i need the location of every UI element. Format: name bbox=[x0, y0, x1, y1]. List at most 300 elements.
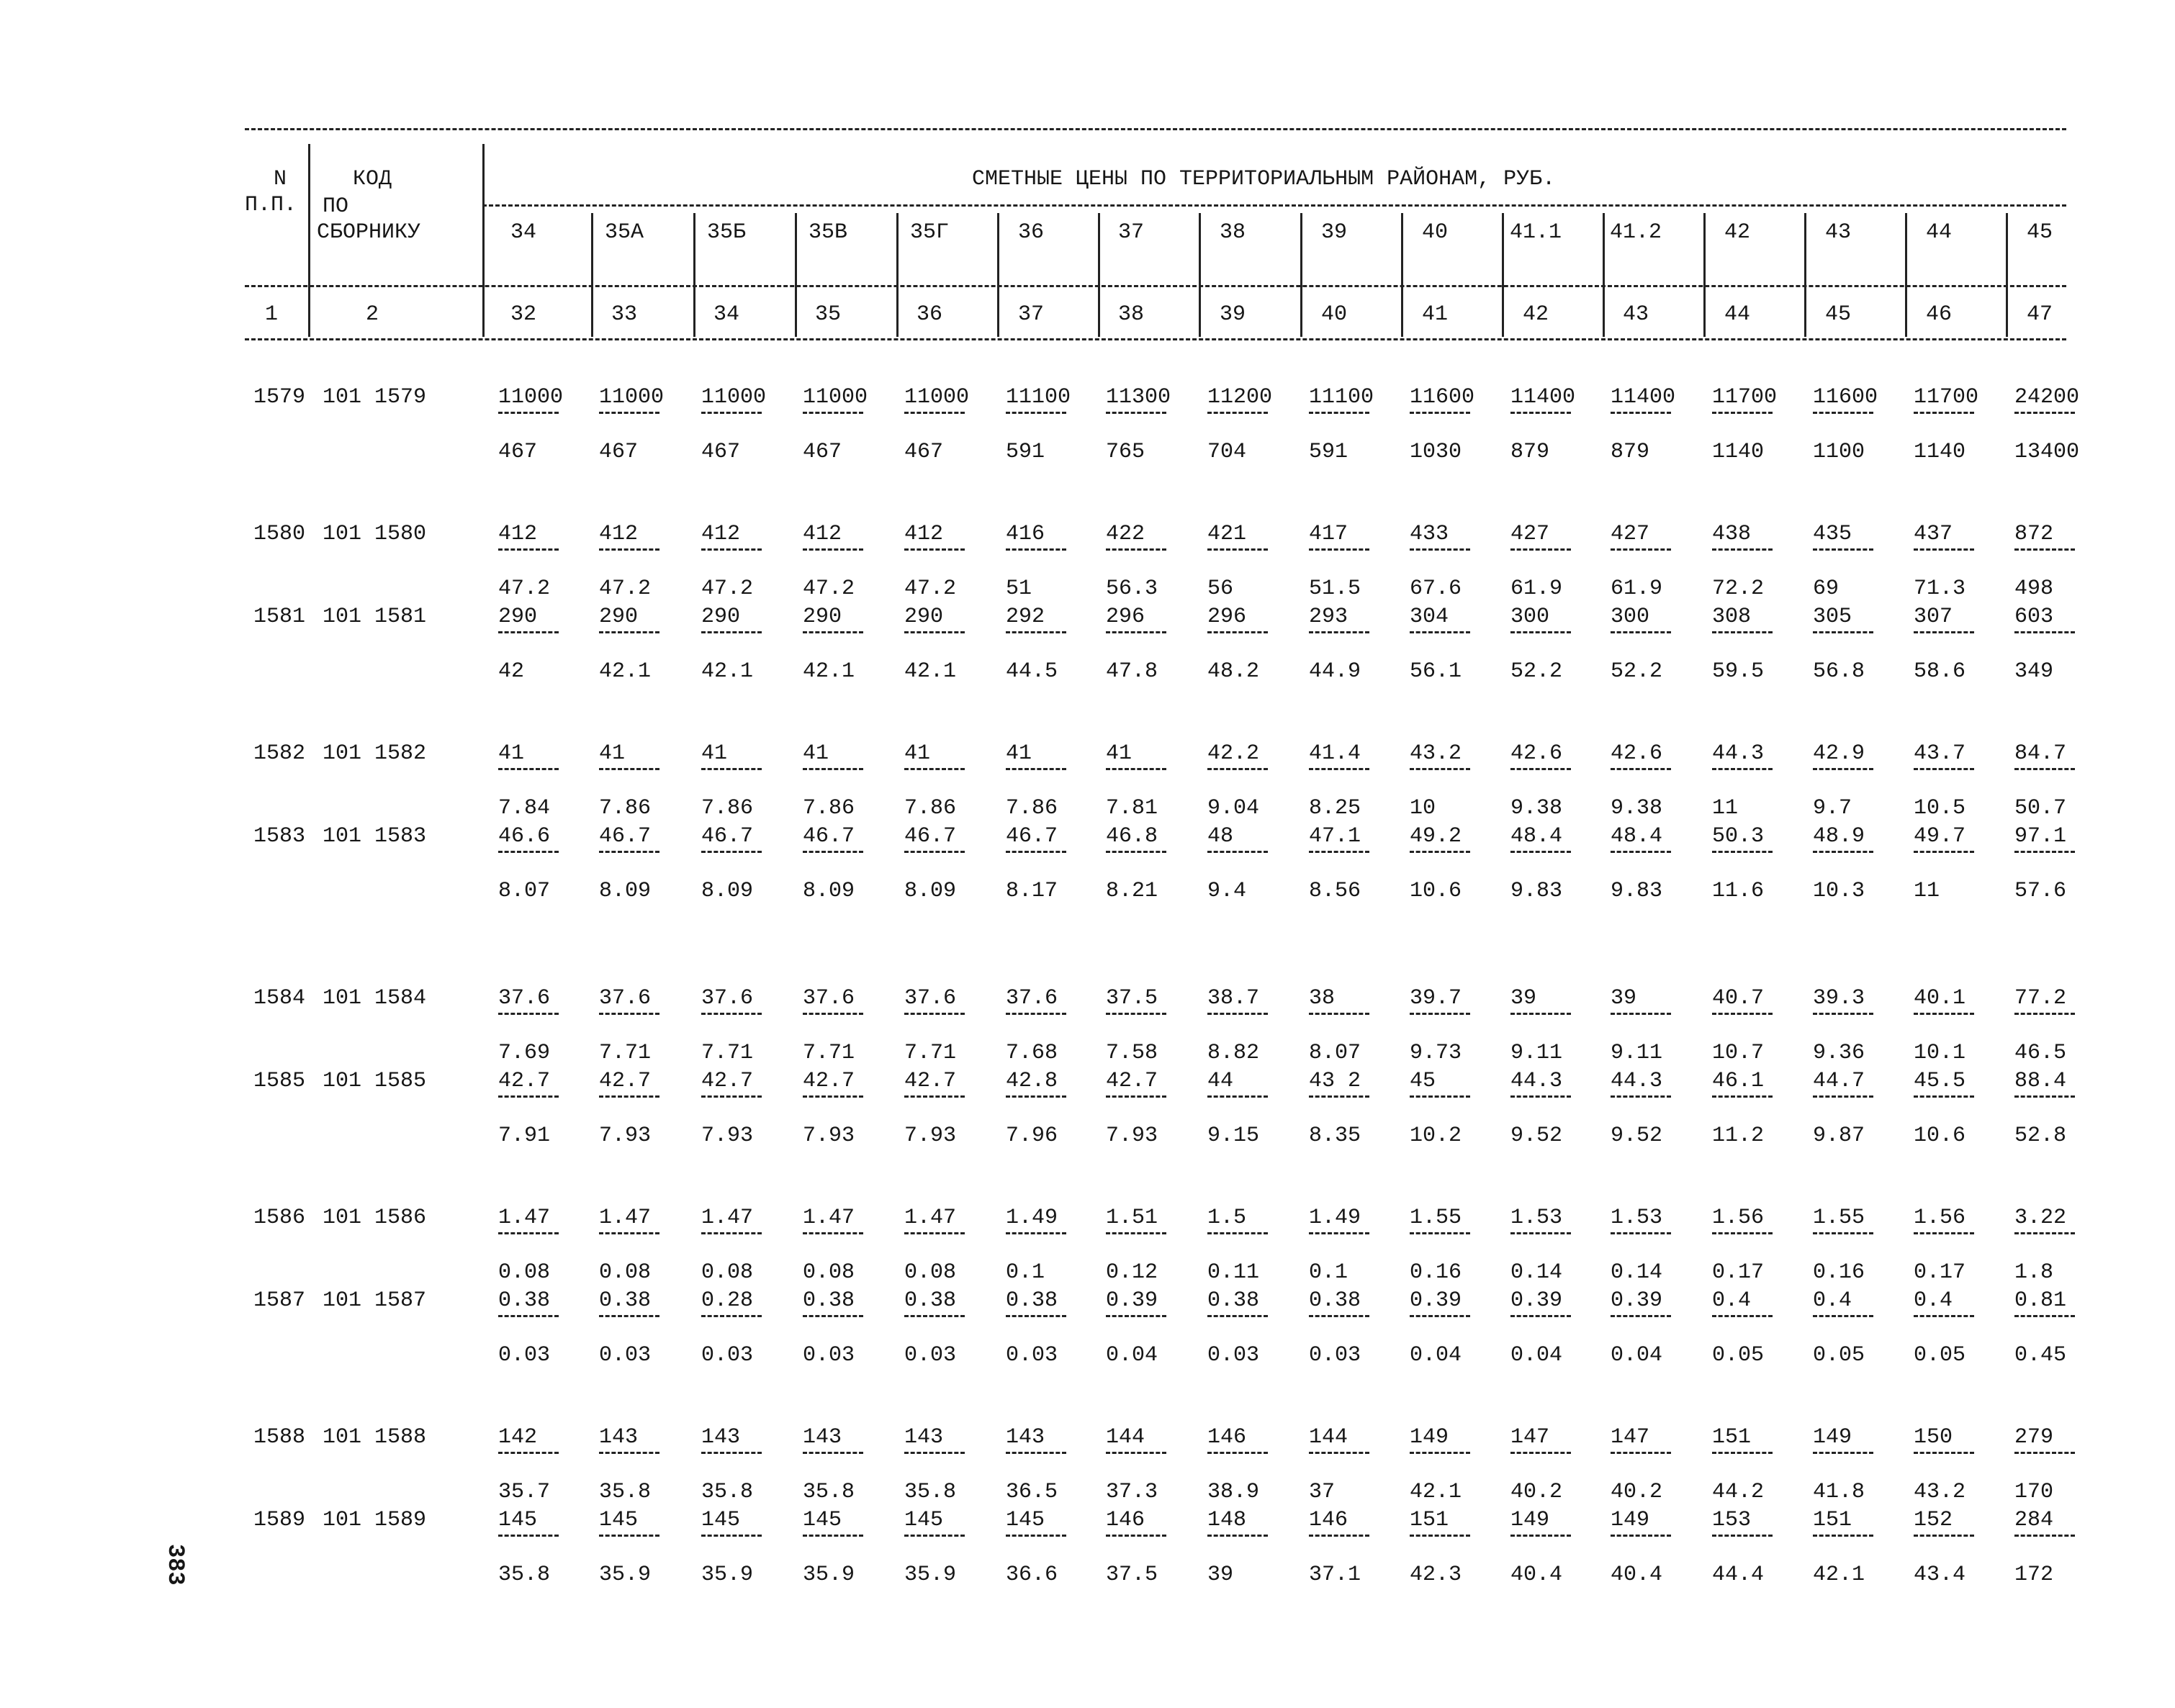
price-value: 1.47 bbox=[599, 1206, 652, 1230]
price-cell bbox=[1410, 1288, 1496, 1368]
price-subvalue: 10.6 bbox=[1914, 1124, 1966, 1148]
price-cell bbox=[701, 986, 788, 1065]
price-subvalue: 591 bbox=[1309, 440, 1348, 464]
price-cell bbox=[1106, 1288, 1192, 1368]
price-cell bbox=[1410, 1508, 1496, 1587]
price-subvalue: 10 bbox=[1410, 796, 1436, 821]
price-value: 433 bbox=[1410, 522, 1449, 546]
price-cell bbox=[904, 522, 991, 601]
price-cell bbox=[1914, 1508, 2000, 1587]
fraction-bar bbox=[1006, 548, 1066, 551]
header-kod-2: ПО bbox=[323, 194, 349, 219]
price-cell bbox=[1813, 522, 1899, 601]
fraction-bar bbox=[1006, 1232, 1066, 1234]
fraction-bar bbox=[498, 1535, 559, 1537]
fraction-bar bbox=[1510, 1095, 1571, 1098]
fraction-bar bbox=[1611, 768, 1671, 770]
price-cell bbox=[2014, 1206, 2101, 1285]
price-cell bbox=[803, 741, 889, 821]
fraction-bar bbox=[498, 1095, 559, 1098]
price-value: 42.9 bbox=[1813, 741, 1865, 766]
price-subvalue: 0.04 bbox=[1611, 1343, 1663, 1368]
header-kod-3: СБОРНИКУ bbox=[317, 220, 421, 245]
row-number: 1587 bbox=[253, 1288, 306, 1313]
price-value: 145 bbox=[904, 1508, 944, 1532]
fraction-bar bbox=[1309, 768, 1369, 770]
price-cell bbox=[803, 522, 889, 601]
rule-top bbox=[245, 128, 2066, 130]
price-value: 11300 bbox=[1106, 385, 1171, 410]
price-value: 40.7 bbox=[1712, 986, 1765, 1011]
divider-kod bbox=[482, 144, 485, 337]
price-cell bbox=[1510, 1508, 1597, 1587]
price-cell bbox=[1006, 1508, 1092, 1587]
price-cell bbox=[1712, 1425, 1798, 1504]
price-cell bbox=[701, 1206, 788, 1285]
fraction-bar bbox=[1410, 1535, 1470, 1537]
fraction-bar bbox=[1410, 631, 1470, 633]
price-cell bbox=[1813, 1508, 1899, 1587]
fraction-bar bbox=[701, 548, 762, 551]
row-number: 1579 bbox=[253, 385, 306, 410]
price-value: 42.7 bbox=[599, 1069, 652, 1093]
fraction-bar bbox=[1207, 1452, 1268, 1454]
price-cell bbox=[1813, 605, 1899, 684]
fraction-bar bbox=[1813, 851, 1873, 853]
price-cell bbox=[498, 1288, 585, 1368]
fraction-bar bbox=[701, 1535, 762, 1537]
fraction-bar bbox=[1813, 1452, 1873, 1454]
fraction-bar bbox=[498, 851, 559, 853]
price-value: 149 bbox=[1813, 1425, 1852, 1450]
price-cell bbox=[1207, 605, 1294, 684]
price-value: 872 bbox=[2014, 522, 2054, 546]
price-value: 41 bbox=[1106, 741, 1132, 766]
fraction-bar bbox=[1207, 851, 1268, 853]
price-value: 11000 bbox=[701, 385, 767, 410]
fraction-bar bbox=[1106, 1013, 1166, 1015]
price-value: 0.4 bbox=[1813, 1288, 1852, 1313]
fraction-bar bbox=[904, 1013, 965, 1015]
fraction-bar bbox=[1712, 1315, 1773, 1317]
header-colnum-kod: 2 bbox=[366, 302, 379, 327]
price-subvalue: 47.2 bbox=[498, 577, 551, 601]
price-subvalue: 47.2 bbox=[701, 577, 754, 601]
fraction-bar bbox=[803, 1452, 863, 1454]
price-cell bbox=[1006, 1069, 1092, 1148]
price-value: 144 bbox=[1309, 1425, 1348, 1450]
price-cell bbox=[701, 1069, 788, 1148]
price-subvalue: 35.8 bbox=[599, 1480, 652, 1504]
header-np-2: П.П. bbox=[245, 193, 297, 217]
price-value: 41 bbox=[803, 741, 829, 766]
fraction-bar bbox=[1510, 1535, 1571, 1537]
price-value: 46.1 bbox=[1712, 1069, 1765, 1093]
price-value: 38.7 bbox=[1207, 986, 1260, 1011]
price-subvalue: 0.1 bbox=[1006, 1260, 1045, 1285]
price-subvalue: 40.2 bbox=[1510, 1480, 1563, 1504]
price-value: 0.4 bbox=[1914, 1288, 1953, 1313]
region-header: 37 bbox=[1117, 220, 1144, 245]
price-cell bbox=[1510, 986, 1597, 1065]
price-value: 148 bbox=[1207, 1508, 1247, 1532]
price-cell bbox=[599, 1069, 685, 1148]
price-cell bbox=[1611, 986, 1697, 1065]
row-code: 101 1585 bbox=[323, 1069, 427, 1093]
price-cell bbox=[1510, 385, 1597, 464]
fraction-bar bbox=[1006, 1095, 1066, 1098]
price-value: 84.7 bbox=[2014, 741, 2067, 766]
price-cell bbox=[1309, 1288, 1395, 1368]
price-subvalue: 8.25 bbox=[1309, 796, 1361, 821]
price-value: 46.8 bbox=[1106, 824, 1158, 849]
column-number: 32 bbox=[510, 302, 536, 327]
fraction-bar bbox=[1207, 768, 1268, 770]
fraction-bar bbox=[599, 1095, 659, 1098]
price-subvalue: 43.4 bbox=[1914, 1563, 1966, 1587]
price-cell bbox=[803, 824, 889, 903]
fraction-bar bbox=[2014, 768, 2075, 770]
fraction-bar bbox=[599, 631, 659, 633]
fraction-bar bbox=[1914, 1452, 1974, 1454]
fraction-bar bbox=[1006, 412, 1066, 414]
fraction-bar bbox=[599, 768, 659, 770]
price-value: 146 bbox=[1106, 1508, 1145, 1532]
price-subvalue: 44.5 bbox=[1006, 659, 1058, 684]
fraction-bar bbox=[803, 412, 863, 414]
fraction-bar bbox=[1410, 851, 1470, 853]
price-cell bbox=[1207, 1425, 1294, 1504]
price-cell bbox=[1309, 1425, 1395, 1504]
fraction-bar bbox=[1712, 631, 1773, 633]
fraction-bar bbox=[1712, 1095, 1773, 1098]
fraction-bar bbox=[1611, 1013, 1671, 1015]
price-value: 43.7 bbox=[1914, 741, 1966, 766]
price-value: 1.47 bbox=[904, 1206, 957, 1230]
price-subvalue: 0.16 bbox=[1813, 1260, 1865, 1285]
price-subvalue: 1140 bbox=[1914, 440, 1966, 464]
price-value: 42.8 bbox=[1006, 1069, 1058, 1093]
price-cell bbox=[1712, 1508, 1798, 1587]
fraction-bar bbox=[1309, 1013, 1369, 1015]
price-value: 44.3 bbox=[1510, 1069, 1563, 1093]
price-cell bbox=[803, 605, 889, 684]
price-subvalue: 9.87 bbox=[1813, 1124, 1865, 1148]
price-subvalue: 44.4 bbox=[1712, 1563, 1765, 1587]
price-cell bbox=[1309, 986, 1395, 1065]
price-cell bbox=[1106, 741, 1192, 821]
fraction-bar bbox=[701, 851, 762, 853]
price-subvalue: 38.9 bbox=[1207, 1480, 1260, 1504]
fraction-bar bbox=[498, 412, 559, 414]
fraction-bar bbox=[1106, 1535, 1166, 1537]
fraction-bar bbox=[1106, 631, 1166, 633]
price-subvalue: 498 bbox=[2014, 577, 2054, 601]
price-subvalue: 9.73 bbox=[1410, 1041, 1462, 1065]
fraction-bar bbox=[2014, 1013, 2075, 1015]
row-code: 101 1587 bbox=[323, 1288, 427, 1313]
price-value: 307 bbox=[1914, 605, 1953, 629]
price-value: 435 bbox=[1813, 522, 1852, 546]
price-subvalue: 7.86 bbox=[803, 796, 855, 821]
price-subvalue: 1030 bbox=[1410, 440, 1462, 464]
price-subvalue: 40.4 bbox=[1611, 1563, 1663, 1587]
price-cell bbox=[1914, 1288, 2000, 1368]
price-subvalue: 50.7 bbox=[2014, 796, 2067, 821]
price-value: 37.6 bbox=[904, 986, 957, 1011]
price-subvalue: 7.71 bbox=[701, 1041, 754, 1065]
price-value: 143 bbox=[701, 1425, 741, 1450]
price-value: 46.7 bbox=[599, 824, 652, 849]
price-subvalue: 8.09 bbox=[701, 879, 754, 903]
price-subvalue: 10.5 bbox=[1914, 796, 1966, 821]
price-cell bbox=[701, 1425, 788, 1504]
fraction-bar bbox=[1510, 631, 1571, 633]
price-subvalue: 42.1 bbox=[803, 659, 855, 684]
fraction-bar bbox=[1410, 1315, 1470, 1317]
price-cell bbox=[1712, 522, 1798, 601]
price-cell bbox=[599, 385, 685, 464]
price-cell bbox=[599, 824, 685, 903]
price-subvalue: 467 bbox=[701, 440, 741, 464]
fraction-bar bbox=[1006, 768, 1066, 770]
fraction-bar bbox=[1410, 1095, 1470, 1098]
price-value: 1.51 bbox=[1106, 1206, 1158, 1230]
price-subvalue: 7.71 bbox=[803, 1041, 855, 1065]
fraction-bar bbox=[1813, 548, 1873, 551]
column-number: 33 bbox=[611, 302, 637, 327]
price-cell bbox=[1914, 741, 2000, 821]
price-subvalue: 11 bbox=[1914, 879, 1940, 903]
price-subvalue: 7.71 bbox=[904, 1041, 957, 1065]
price-value: 149 bbox=[1611, 1508, 1650, 1532]
fraction-bar bbox=[1611, 548, 1671, 551]
price-subvalue: 71.3 bbox=[1914, 577, 1966, 601]
price-subvalue: 467 bbox=[599, 440, 639, 464]
price-value: 308 bbox=[1712, 605, 1752, 629]
price-value: 292 bbox=[1006, 605, 1045, 629]
price-cell bbox=[599, 741, 685, 821]
price-cell bbox=[1813, 824, 1899, 903]
price-value: 145 bbox=[1006, 1508, 1045, 1532]
price-value: 412 bbox=[803, 522, 842, 546]
fraction-bar bbox=[701, 1452, 762, 1454]
price-value: 41.4 bbox=[1309, 741, 1361, 766]
fraction-bar bbox=[1712, 768, 1773, 770]
fraction-bar bbox=[1309, 1095, 1369, 1098]
price-value: 150 bbox=[1914, 1425, 1953, 1450]
price-cell bbox=[1914, 522, 2000, 601]
price-subvalue: 0.14 bbox=[1611, 1260, 1663, 1285]
row-number: 1581 bbox=[253, 605, 306, 629]
price-cell bbox=[1207, 1206, 1294, 1285]
fraction-bar bbox=[1106, 412, 1166, 414]
price-cell bbox=[1106, 605, 1192, 684]
fraction-bar bbox=[1813, 1232, 1873, 1234]
price-cell bbox=[2014, 824, 2101, 903]
price-value: 149 bbox=[1410, 1425, 1449, 1450]
price-cell bbox=[1006, 385, 1092, 464]
fraction-bar bbox=[498, 1013, 559, 1015]
price-value: 290 bbox=[498, 605, 538, 629]
column-number: 47 bbox=[2026, 302, 2053, 327]
price-subvalue: 467 bbox=[498, 440, 538, 464]
price-subvalue: 0.03 bbox=[1309, 1343, 1361, 1368]
fraction-bar bbox=[1611, 851, 1671, 853]
price-value: 44.3 bbox=[1712, 741, 1765, 766]
price-value: 145 bbox=[701, 1508, 741, 1532]
price-subvalue: 7.93 bbox=[803, 1124, 855, 1148]
price-cell bbox=[498, 1508, 585, 1587]
fraction-bar bbox=[599, 1452, 659, 1454]
row-number: 1584 bbox=[253, 986, 306, 1011]
fraction-bar bbox=[1914, 631, 1974, 633]
price-value: 427 bbox=[1510, 522, 1550, 546]
price-subvalue: 11 bbox=[1712, 796, 1739, 821]
price-cell bbox=[701, 385, 788, 464]
price-subvalue: 7.69 bbox=[498, 1041, 551, 1065]
fraction-bar bbox=[1106, 548, 1166, 551]
price-value: 77.2 bbox=[2014, 986, 2067, 1011]
fraction-bar bbox=[1914, 1013, 1974, 1015]
fraction-bar bbox=[1309, 1232, 1369, 1234]
price-cell bbox=[803, 986, 889, 1065]
price-cell bbox=[1712, 824, 1798, 903]
price-value: 305 bbox=[1813, 605, 1852, 629]
price-cell bbox=[498, 1069, 585, 1148]
price-cell bbox=[1611, 1069, 1697, 1148]
rule-title bbox=[482, 204, 2066, 207]
price-cell bbox=[599, 1206, 685, 1285]
price-cell bbox=[1309, 824, 1395, 903]
price-subvalue: 44.2 bbox=[1712, 1480, 1765, 1504]
price-subvalue: 47.2 bbox=[599, 577, 652, 601]
header-title: СМЕТНЫЕ ЦЕНЫ ПО ТЕРРИТОРИАЛЬНЫМ РАЙОНАМ, РУБ. bbox=[972, 167, 1556, 191]
price-cell bbox=[1006, 741, 1092, 821]
price-value: 284 bbox=[2014, 1508, 2054, 1532]
price-subvalue: 7.68 bbox=[1006, 1041, 1058, 1065]
price-value: 145 bbox=[599, 1508, 639, 1532]
price-subvalue: 0.03 bbox=[1006, 1343, 1058, 1368]
price-cell bbox=[1510, 1425, 1597, 1504]
row-number: 1588 bbox=[253, 1425, 306, 1450]
row-code: 101 1589 bbox=[323, 1508, 427, 1532]
price-subvalue: 1140 bbox=[1712, 440, 1765, 464]
price-cell bbox=[701, 1288, 788, 1368]
price-subvalue: 42.1 bbox=[1410, 1480, 1462, 1504]
price-subvalue: 8.56 bbox=[1309, 879, 1361, 903]
fraction-bar bbox=[2014, 1535, 2075, 1537]
price-subvalue: 37.3 bbox=[1106, 1480, 1158, 1504]
price-cell bbox=[1106, 522, 1192, 601]
fraction-bar bbox=[1813, 768, 1873, 770]
price-value: 145 bbox=[803, 1508, 842, 1532]
price-value: 48.4 bbox=[1611, 824, 1663, 849]
price-value: 11700 bbox=[1914, 385, 1979, 410]
price-value: 0.39 bbox=[1410, 1288, 1462, 1313]
price-subvalue: 879 bbox=[1611, 440, 1650, 464]
price-value: 416 bbox=[1006, 522, 1045, 546]
row-code: 101 1586 bbox=[323, 1206, 427, 1230]
price-value: 11000 bbox=[599, 385, 665, 410]
price-value: 296 bbox=[1207, 605, 1247, 629]
price-subvalue: 48.2 bbox=[1207, 659, 1260, 684]
fraction-bar bbox=[498, 1315, 559, 1317]
price-cell bbox=[1611, 1206, 1697, 1285]
price-subvalue: 0.1 bbox=[1309, 1260, 1348, 1285]
price-value: 42.6 bbox=[1611, 741, 1663, 766]
price-subvalue: 0.08 bbox=[701, 1260, 754, 1285]
price-value: 144 bbox=[1106, 1425, 1145, 1450]
price-cell bbox=[1106, 1069, 1192, 1148]
price-subvalue: 0.08 bbox=[498, 1260, 551, 1285]
column-number: 43 bbox=[1622, 302, 1649, 327]
price-value: 0.4 bbox=[1712, 1288, 1752, 1313]
price-subvalue: 8.35 bbox=[1309, 1124, 1361, 1148]
price-value: 421 bbox=[1207, 522, 1247, 546]
price-subvalue: 9.11 bbox=[1611, 1041, 1663, 1065]
price-value: 146 bbox=[1207, 1425, 1247, 1450]
fraction-bar bbox=[1712, 548, 1773, 551]
price-value: 11100 bbox=[1309, 385, 1374, 410]
price-value: 437 bbox=[1914, 522, 1953, 546]
price-cell bbox=[599, 1288, 685, 1368]
fraction-bar bbox=[1914, 1232, 1974, 1234]
price-cell bbox=[1611, 1425, 1697, 1504]
fraction-bar bbox=[1410, 1013, 1470, 1015]
fraction-bar bbox=[498, 548, 559, 551]
column-number: 39 bbox=[1219, 302, 1246, 327]
price-subvalue: 0.05 bbox=[1914, 1343, 1966, 1368]
fraction-bar bbox=[1309, 851, 1369, 853]
fraction-bar bbox=[1106, 1315, 1166, 1317]
price-subvalue: 9.52 bbox=[1510, 1124, 1563, 1148]
fraction-bar bbox=[1410, 548, 1470, 551]
price-value: 45.5 bbox=[1914, 1069, 1966, 1093]
row-code: 101 1579 bbox=[323, 385, 427, 410]
region-header: 36 bbox=[1017, 220, 1044, 245]
price-value: 0.38 bbox=[1309, 1288, 1361, 1313]
price-value: 46.7 bbox=[904, 824, 957, 849]
price-value: 46.7 bbox=[803, 824, 855, 849]
price-cell bbox=[1207, 741, 1294, 821]
price-subvalue: 42.1 bbox=[904, 659, 957, 684]
price-value: 39.7 bbox=[1410, 986, 1462, 1011]
price-cell bbox=[1207, 824, 1294, 903]
price-cell bbox=[1712, 1206, 1798, 1285]
price-subvalue: 56 bbox=[1207, 577, 1234, 601]
fraction-bar bbox=[904, 412, 965, 414]
row-number: 1580 bbox=[253, 522, 306, 546]
price-value: 412 bbox=[701, 522, 741, 546]
price-cell bbox=[1813, 1069, 1899, 1148]
price-value: 39.3 bbox=[1813, 986, 1865, 1011]
price-subvalue: 8.82 bbox=[1207, 1041, 1260, 1065]
region-header: 39 bbox=[1320, 220, 1347, 245]
price-cell bbox=[1813, 741, 1899, 821]
column-number: 44 bbox=[1724, 302, 1750, 327]
price-value: 11000 bbox=[498, 385, 564, 410]
region-header: 35В bbox=[808, 220, 847, 245]
price-value: 43 2 bbox=[1309, 1069, 1361, 1093]
price-subvalue: 9.52 bbox=[1611, 1124, 1663, 1148]
price-subvalue: 72.2 bbox=[1712, 577, 1765, 601]
price-subvalue: 0.04 bbox=[1410, 1343, 1462, 1368]
price-cell bbox=[1006, 1288, 1092, 1368]
price-subvalue: 35.9 bbox=[803, 1563, 855, 1587]
price-value: 42.2 bbox=[1207, 741, 1260, 766]
fraction-bar bbox=[1813, 1535, 1873, 1537]
